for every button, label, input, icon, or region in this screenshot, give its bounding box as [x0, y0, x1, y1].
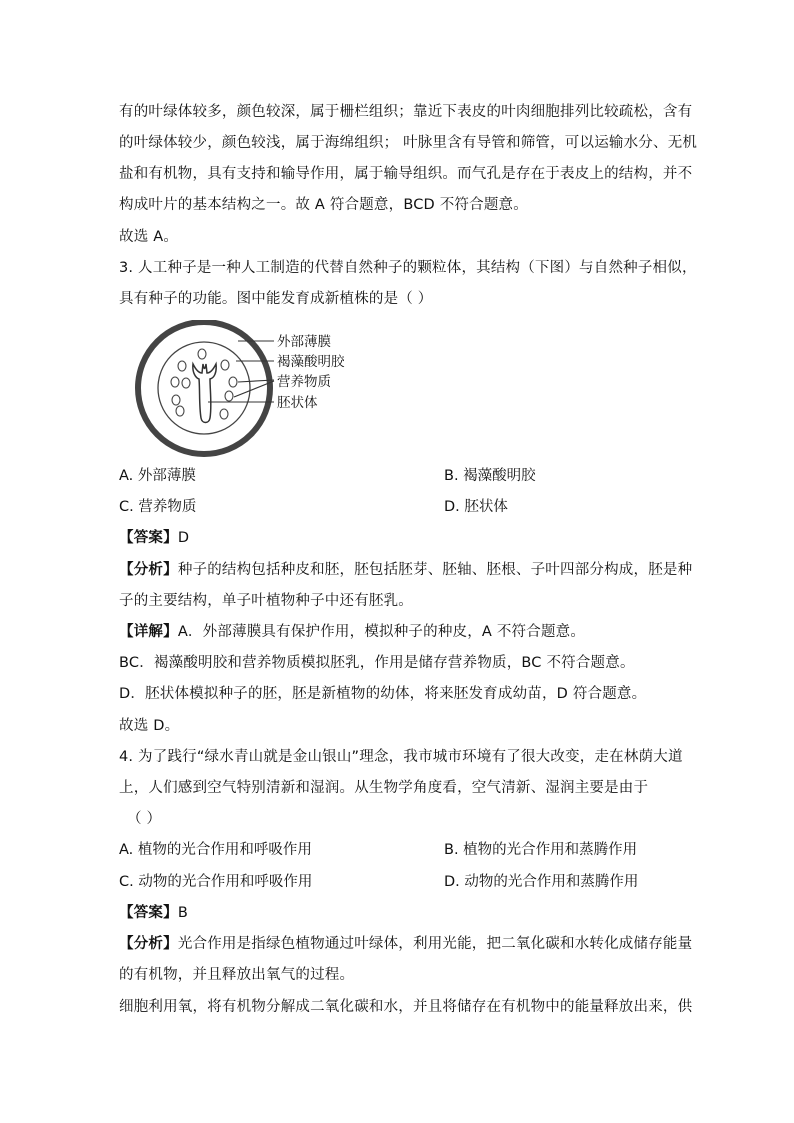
figure-label-outer-film: 外部薄膜: [277, 334, 331, 350]
nutrient-granule: [220, 409, 228, 419]
nutrient-granule: [178, 361, 186, 371]
nutrient-granule: [172, 395, 180, 405]
nutrient-granule: [198, 349, 206, 359]
analysis-tag: 【分析】: [119, 936, 178, 952]
answer-tag: 【答案】: [119, 905, 178, 921]
option-b: B. 植物的光合作用和蒸腾作用: [444, 842, 638, 858]
analysis-line: 细胞利用氧，将有机物分解成二氧化碳和水，并且将储存在有机物中的能量释放出来，供: [119, 999, 693, 1015]
text-line: 盐和有机物，具有支持和输导作用，属于输导组织。而气孔是存在于表皮上的结构，并不: [119, 166, 693, 182]
choose-line: 故选 D。: [119, 718, 180, 734]
question-3-stem: 3. 人工种子是一种人工制造的代替自然种子的颗粒体，其结构（下图）与自然种子相似，: [119, 260, 697, 276]
option-a: A. 植物的光合作用和呼吸作用: [119, 842, 312, 858]
detail-text: A．外部薄膜具有保护作用，模拟种子的种皮，A 不符合题意。: [177, 624, 586, 640]
question-4-stem: 上，人们感到空气特别清新和湿润。从生物学角度看，空气清新、湿润主要是由于: [119, 780, 649, 796]
artificial-seed-figure: [130, 320, 370, 460]
detail-line: BC．褐藻酸明胶和营养物质模拟胚乳，作用是储存营养物质，BC 不符合题意。: [119, 655, 635, 671]
option-c: C. 营养物质: [119, 499, 197, 515]
figure-label-alginate-gel: 褐藻酸明胶: [277, 354, 345, 370]
nutrient-granule: [171, 377, 179, 387]
analysis-line: 子的主要结构，单子叶植物种子中还有胚乳。: [119, 593, 413, 609]
detail-line: [119, 622, 585, 642]
analysis-text: 种子的结构包括种皮和胚，胚包括胚芽、胚轴、胚根、子叶四部分构成，胚是种: [177, 562, 693, 578]
option-d: D. 胚状体: [444, 499, 508, 515]
answer-tag: 【答案】: [119, 530, 178, 546]
answer-value: D: [177, 530, 190, 546]
option-d: D. 动物的光合作用和蒸腾作用: [444, 874, 639, 890]
question-3-stem: 具有种子的功能。图中能发育成新植株的是（ ）: [119, 291, 433, 307]
option-c: C. 动物的光合作用和呼吸作用: [119, 874, 313, 890]
answer-line: [119, 903, 188, 923]
analysis-line: [119, 560, 692, 580]
nutrient-granule: [182, 378, 190, 388]
analysis-text: 光合作用是指绿色植物通过叶绿体，利用光能，把二氧化碳和水转化成储存能量: [177, 936, 693, 952]
analysis-tag: 【分析】: [119, 562, 178, 578]
text-line: 的叶绿体较少，颜色较浅，属于海绵组织； 叶脉里含有导管和筛管，可以运输水分、无机: [119, 135, 698, 151]
option-a: A. 外部薄膜: [119, 468, 196, 484]
embryoid-shape: [193, 364, 216, 423]
analysis-line: [119, 934, 692, 954]
figure-label-embryoid: 胚状体: [277, 395, 318, 411]
detail-line: D．胚状体模拟种子的胚，胚是新植物的幼体，将来胚发育成幼苗，D 符合题意。: [119, 686, 647, 702]
question-4-stem: 4. 为了践行“绿水青山就是金山银山”理念，我市城市环境有了很大改变，走在林荫大道: [119, 749, 683, 765]
answer-value: B: [177, 905, 188, 921]
question-4-paren: （ ）: [127, 811, 162, 827]
nutrient-granule: [225, 391, 233, 401]
option-b: B. 褐藻酸明胶: [444, 468, 536, 484]
analysis-line: 的有机物，并且释放出氧气的过程。: [119, 967, 355, 983]
detail-tag: 【详解】: [119, 624, 178, 640]
figure-label-nutrients: 营养物质: [277, 374, 331, 390]
text-line: 故选 A。: [119, 229, 179, 245]
text-line: 有的叶绿体较多，颜色较深，属于栅栏组织；靠近下表皮的叶肉细胞排列比较疏松，含有: [119, 104, 693, 120]
alginate-gel-circle: [158, 342, 250, 434]
nutrient-granule: [176, 406, 184, 416]
answer-line: [119, 528, 189, 548]
nutrient-granule: [221, 360, 229, 370]
nutrient-granule: [229, 377, 237, 387]
text-line: 构成叶片的基本结构之一。故 A 符合题意，BCD 不符合题意。: [119, 197, 528, 213]
